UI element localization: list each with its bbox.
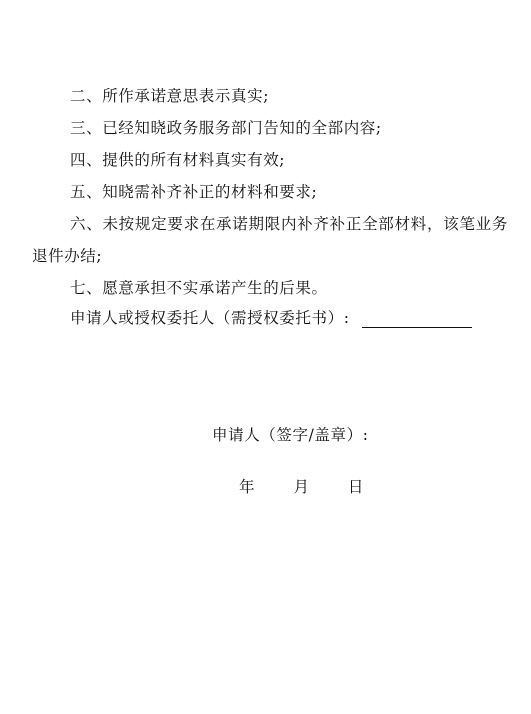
commitment-item-7: 七、愿意承担不实承诺产生的后果。 bbox=[70, 279, 328, 297]
commitment-item-2: 二、所作承诺意思表示真实; bbox=[70, 87, 270, 105]
commitment-item-4: 四、提供的所有材料真实有效; bbox=[70, 151, 286, 169]
applicant-signature-label: 申请人（签字/盖章）: bbox=[212, 426, 369, 444]
commitment-item-5: 五、知晓需补齐补正的材料和要求; bbox=[70, 183, 318, 201]
commitment-list bbox=[32, 80, 508, 304]
date-year-label: 年 bbox=[239, 478, 255, 496]
date-row bbox=[239, 475, 363, 497]
commitment-item-3: 三、已经知晓政务服务部门告知的全部内容; bbox=[70, 119, 382, 137]
agent-signature-blank[interactable] bbox=[362, 309, 472, 328]
agent-label: 申请人或授权委托人（需授权委托书）: bbox=[70, 309, 350, 327]
date-month-label: 月 bbox=[293, 478, 309, 496]
commitment-item-6: 六、未按规定要求在承诺期限内补齐补正全部材料，该笔业务退件办结; bbox=[32, 215, 508, 265]
agent-signature-row bbox=[70, 306, 472, 328]
date-day-label: 日 bbox=[347, 478, 364, 496]
